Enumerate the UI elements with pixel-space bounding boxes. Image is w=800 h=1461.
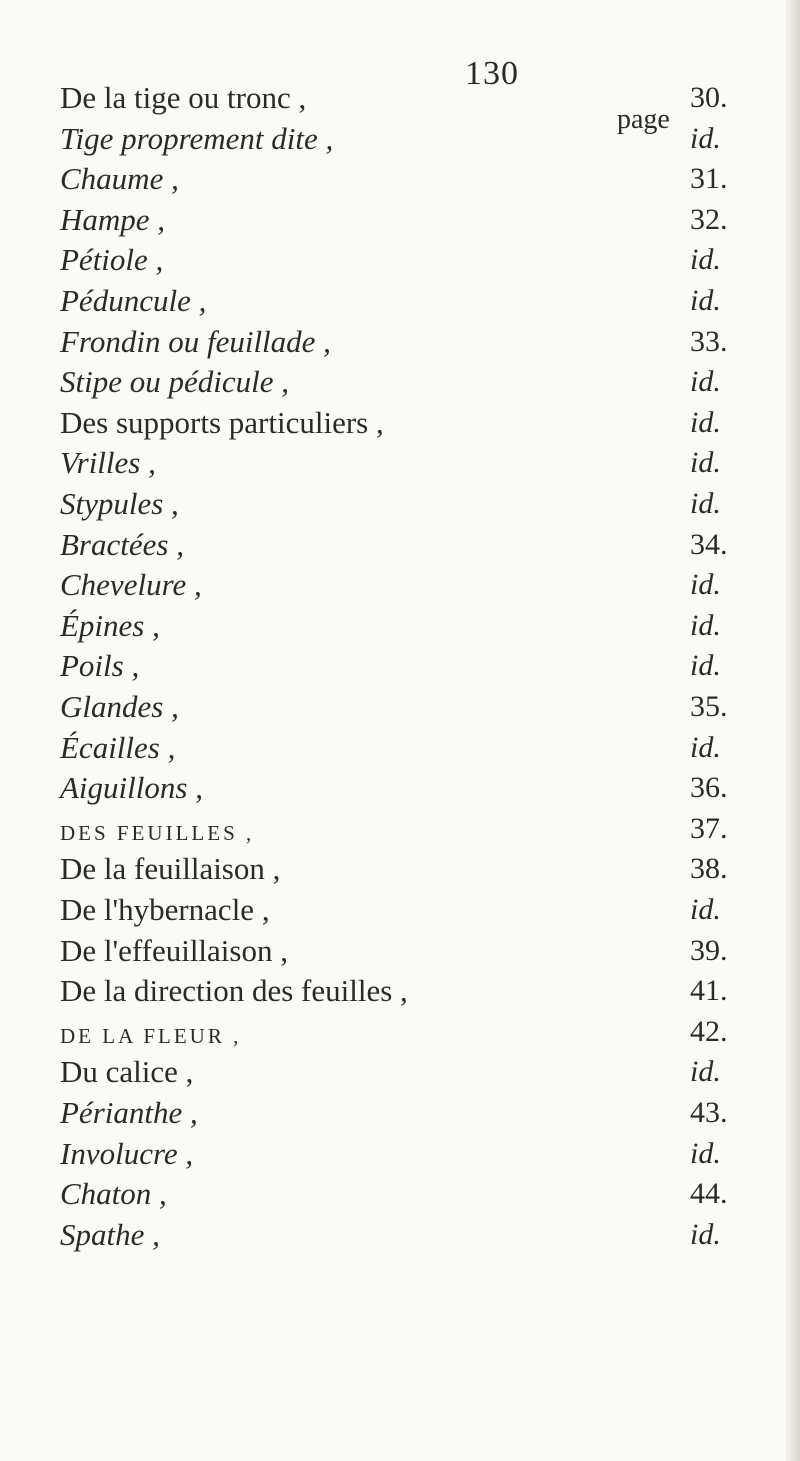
toc-row — [0, 362, 800, 402]
toc-entry: Involucre , — [60, 1135, 194, 1171]
toc-entry: De l'effeuillaison , — [60, 932, 288, 968]
toc-entry: Glandes , — [60, 689, 179, 724]
toc-entry: Chaume , — [60, 161, 179, 197]
toc-page-ref: id. — [690, 568, 721, 602]
toc-row — [0, 525, 800, 565]
toc-page-ref: id. — [690, 284, 721, 317]
toc-page-ref: 39. — [690, 933, 728, 967]
toc-page-ref: id. — [690, 730, 721, 764]
toc-page-ref: 38. — [690, 852, 728, 886]
page-number: 130 — [465, 55, 519, 92]
toc-page-ref: id. — [690, 405, 721, 439]
toc-row — [0, 1134, 800, 1174]
toc-entry: Tige proprement dite , — [60, 120, 334, 156]
toc-row — [0, 403, 800, 443]
toc-entry: Chevelure , — [60, 567, 202, 603]
toc-page-ref: 37. — [690, 811, 728, 845]
toc-row — [0, 78, 800, 118]
toc-row — [0, 200, 800, 240]
toc-page-ref: 32. — [690, 202, 728, 236]
toc-row — [0, 1215, 800, 1255]
toc-page-ref: id. — [690, 649, 721, 683]
toc-row — [0, 1052, 800, 1092]
toc-page-ref: id. — [690, 893, 721, 926]
toc-page-ref: 36. — [690, 771, 728, 805]
toc-page-ref: 43. — [690, 1096, 728, 1129]
toc-row — [0, 768, 800, 808]
toc-entry: De la feuillaison , — [60, 851, 281, 887]
toc-entry: Du calice , — [60, 1054, 194, 1090]
toc-page-ref: 33. — [690, 324, 728, 358]
toc-row — [0, 1093, 800, 1133]
toc-page-ref: id. — [690, 1136, 721, 1170]
toc-row — [0, 240, 800, 280]
toc-entry: De la tige ou tronc , — [60, 80, 307, 115]
toc-row — [0, 1012, 800, 1052]
toc-entry: Frondin ou feuillade , — [60, 323, 331, 359]
toc-row — [0, 646, 800, 686]
toc-page-ref: 35. — [690, 690, 728, 723]
toc-entry: Périanthe , — [60, 1095, 198, 1130]
toc-entry: Spathe , — [60, 1216, 160, 1252]
toc-entry: Épines , — [60, 607, 160, 643]
toc-page-ref: id. — [690, 121, 721, 155]
toc-row — [0, 1174, 800, 1214]
toc-page-ref: 41. — [690, 974, 728, 1008]
toc-page-ref: 30. — [690, 81, 728, 114]
toc-page-ref: id. — [690, 365, 721, 399]
toc-row — [0, 322, 800, 362]
toc-entry: De l'hybernacle , — [60, 892, 270, 927]
toc-entry: Vrilles , — [60, 445, 156, 481]
toc-page-ref: 31. — [690, 162, 728, 196]
toc-row — [0, 281, 800, 321]
toc-row — [0, 971, 800, 1011]
page-column-label: page — [617, 104, 670, 135]
toc-row — [0, 931, 800, 971]
toc-row — [0, 890, 800, 930]
toc-entry: Des supports particuliers , — [60, 404, 384, 440]
toc-entry: Chaton , — [60, 1176, 167, 1212]
toc-row — [0, 565, 800, 605]
toc-entry: Écailles , — [60, 729, 176, 765]
toc-row — [0, 119, 800, 159]
toc-entry: Poils , — [60, 648, 140, 684]
toc-entry: Aiguillons , — [60, 770, 203, 806]
toc-entry: DES FEUILLES , — [60, 820, 255, 845]
toc-entry: De la direction des feuilles , — [60, 973, 408, 1009]
toc-entry: Pétiole , — [60, 242, 164, 278]
toc-row — [0, 606, 800, 646]
toc-row — [0, 728, 800, 768]
toc-row — [0, 159, 800, 199]
toc-page-ref: id. — [690, 487, 721, 520]
toc-page-ref: 44. — [690, 1177, 728, 1211]
toc-page-ref: id. — [690, 446, 721, 480]
toc-page-ref: id. — [690, 1055, 721, 1089]
toc-entry: Péduncule , — [60, 283, 207, 318]
toc-row — [0, 484, 800, 524]
toc-row — [0, 687, 800, 727]
toc-entry: Hampe , — [60, 201, 166, 237]
toc-entry: Bractées , — [60, 526, 184, 562]
toc-page-ref: id. — [690, 243, 721, 277]
toc-page-ref: id. — [690, 1217, 721, 1251]
toc-page-ref: 34. — [690, 527, 728, 561]
toc-entry: Stipe ou pédicule , — [60, 364, 289, 400]
toc-row — [0, 849, 800, 889]
toc-page-ref: 42. — [690, 1014, 728, 1048]
toc-entry: Stypules , — [60, 486, 179, 521]
toc-entry: DE LA FLEUR , — [60, 1023, 242, 1048]
toc-page-ref: id. — [690, 608, 721, 642]
toc-row — [0, 443, 800, 483]
toc-row — [0, 809, 800, 849]
